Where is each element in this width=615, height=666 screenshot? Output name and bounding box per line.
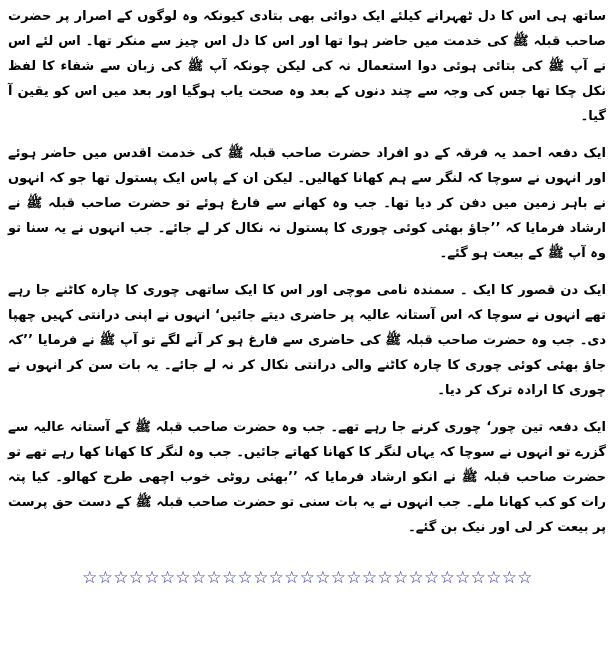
paragraph-1: ساتھ ہی اس کا دل ٹھہرانے کیلئے ایک دوائی بھی بتادی کیونکہ وہ لوگوں کے اصرار پر حضرت صاحب قبلہ ﷺ کی خدمت میں حاضر ہوا تھا اور اس کا دل اس چیز سے منکر تھا۔ اس لئے اس نے آپ ﷺ کی بتائی ہوئی دوا استعمال نہ کی لیکن چونکہ آپ ﷺ کی زبان سے شفاء کا لفظ نکل چکا تھا جس کی وجہ سے چند دنوں کے بعد وہ صحت یاب ہوگیا اور بعد میں اس کو یقین آ گیا۔ — [8, 9, 606, 124]
paragraph-3: ایک دن قصور کا ایک ۔ سمندہ نامی موچی اور اس کا ایک ساتھی چوری کا چارہ کاٹنے جا رہے تھے انہوں نے سوچا کہ اس آستانہ عالیہ پر حاضری دیتے جائیں‘ انہوں نے اپنی درانتی کہیں چھپا دی۔ جب وہ حضرت صاحب قبلہ ﷺ کی حاضری سے فارغ ہو کر آنے لگے تو آپ ﷺ نے فرمایا ’’کہ جاؤ بھئی کوئی چوری کا چارہ کاٹنے والی درانتی نکال کر نہ لے جائے۔ یہ بات سن کر انہوں نے چوری کا ارادہ ترک کر دیا۔ — [8, 283, 606, 398]
paragraph-4: ایک دفعہ تین چور‘ چوری کرنے جا رہے تھے۔ جب وہ حضرت صاحب قبلہ ﷺ کے آستانہ عالیہ سے گزرے تو انہوں نے سوچا کہ یہاں لنگر کا کھانا کھاتے جائیں۔ جب وہ لنگر کا کھانا کھا رہے تھے تو حضرت صاحب قبلہ ﷺ نے انکو ارشاد فرمایا کہ ’’بھئی روٹی خوب اچھی طرح کھالو۔ کیا پتہ رات کو کب کھانا ملے۔ جب انہوں نے یہ بات سنی تو حضرت صاحب قبلہ ﷺ کے دست حق پرست پر بیعت کر لی اور نیک بن گئے۔ — [8, 420, 606, 535]
paragraph-2: ایک دفعہ احمد یہ فرقہ کے دو افراد حضرت صاحب قبلہ ﷺ کی خدمت اقدس میں حاضر ہوئے اور انہوں نے سوچا کہ لنگر سے ہم کھانا کھالیں۔ لیکن ان کے پاس ایک پستول تھا جو کہ انہوں نے باہر زمین میں دفن کر دیا تھا۔ جب وہ کھانے سے فارغ ہوئے تو حضرت صاحب قبلہ ﷺ نے ارشاد فرمایا کہ ’’جاؤ بھئی کوئی چوری کا پستول نہ نکال کر لے جائے۔ جب انہوں نے یہ سنا تو وہ آپ ﷺ کے بیعت ہو گئے۔ — [8, 146, 606, 261]
document-body — [8, 4, 606, 552]
star-divider: ☆☆☆☆☆☆☆☆☆☆☆☆☆☆☆☆☆☆☆☆☆☆☆☆☆☆☆☆☆ — [82, 568, 533, 588]
